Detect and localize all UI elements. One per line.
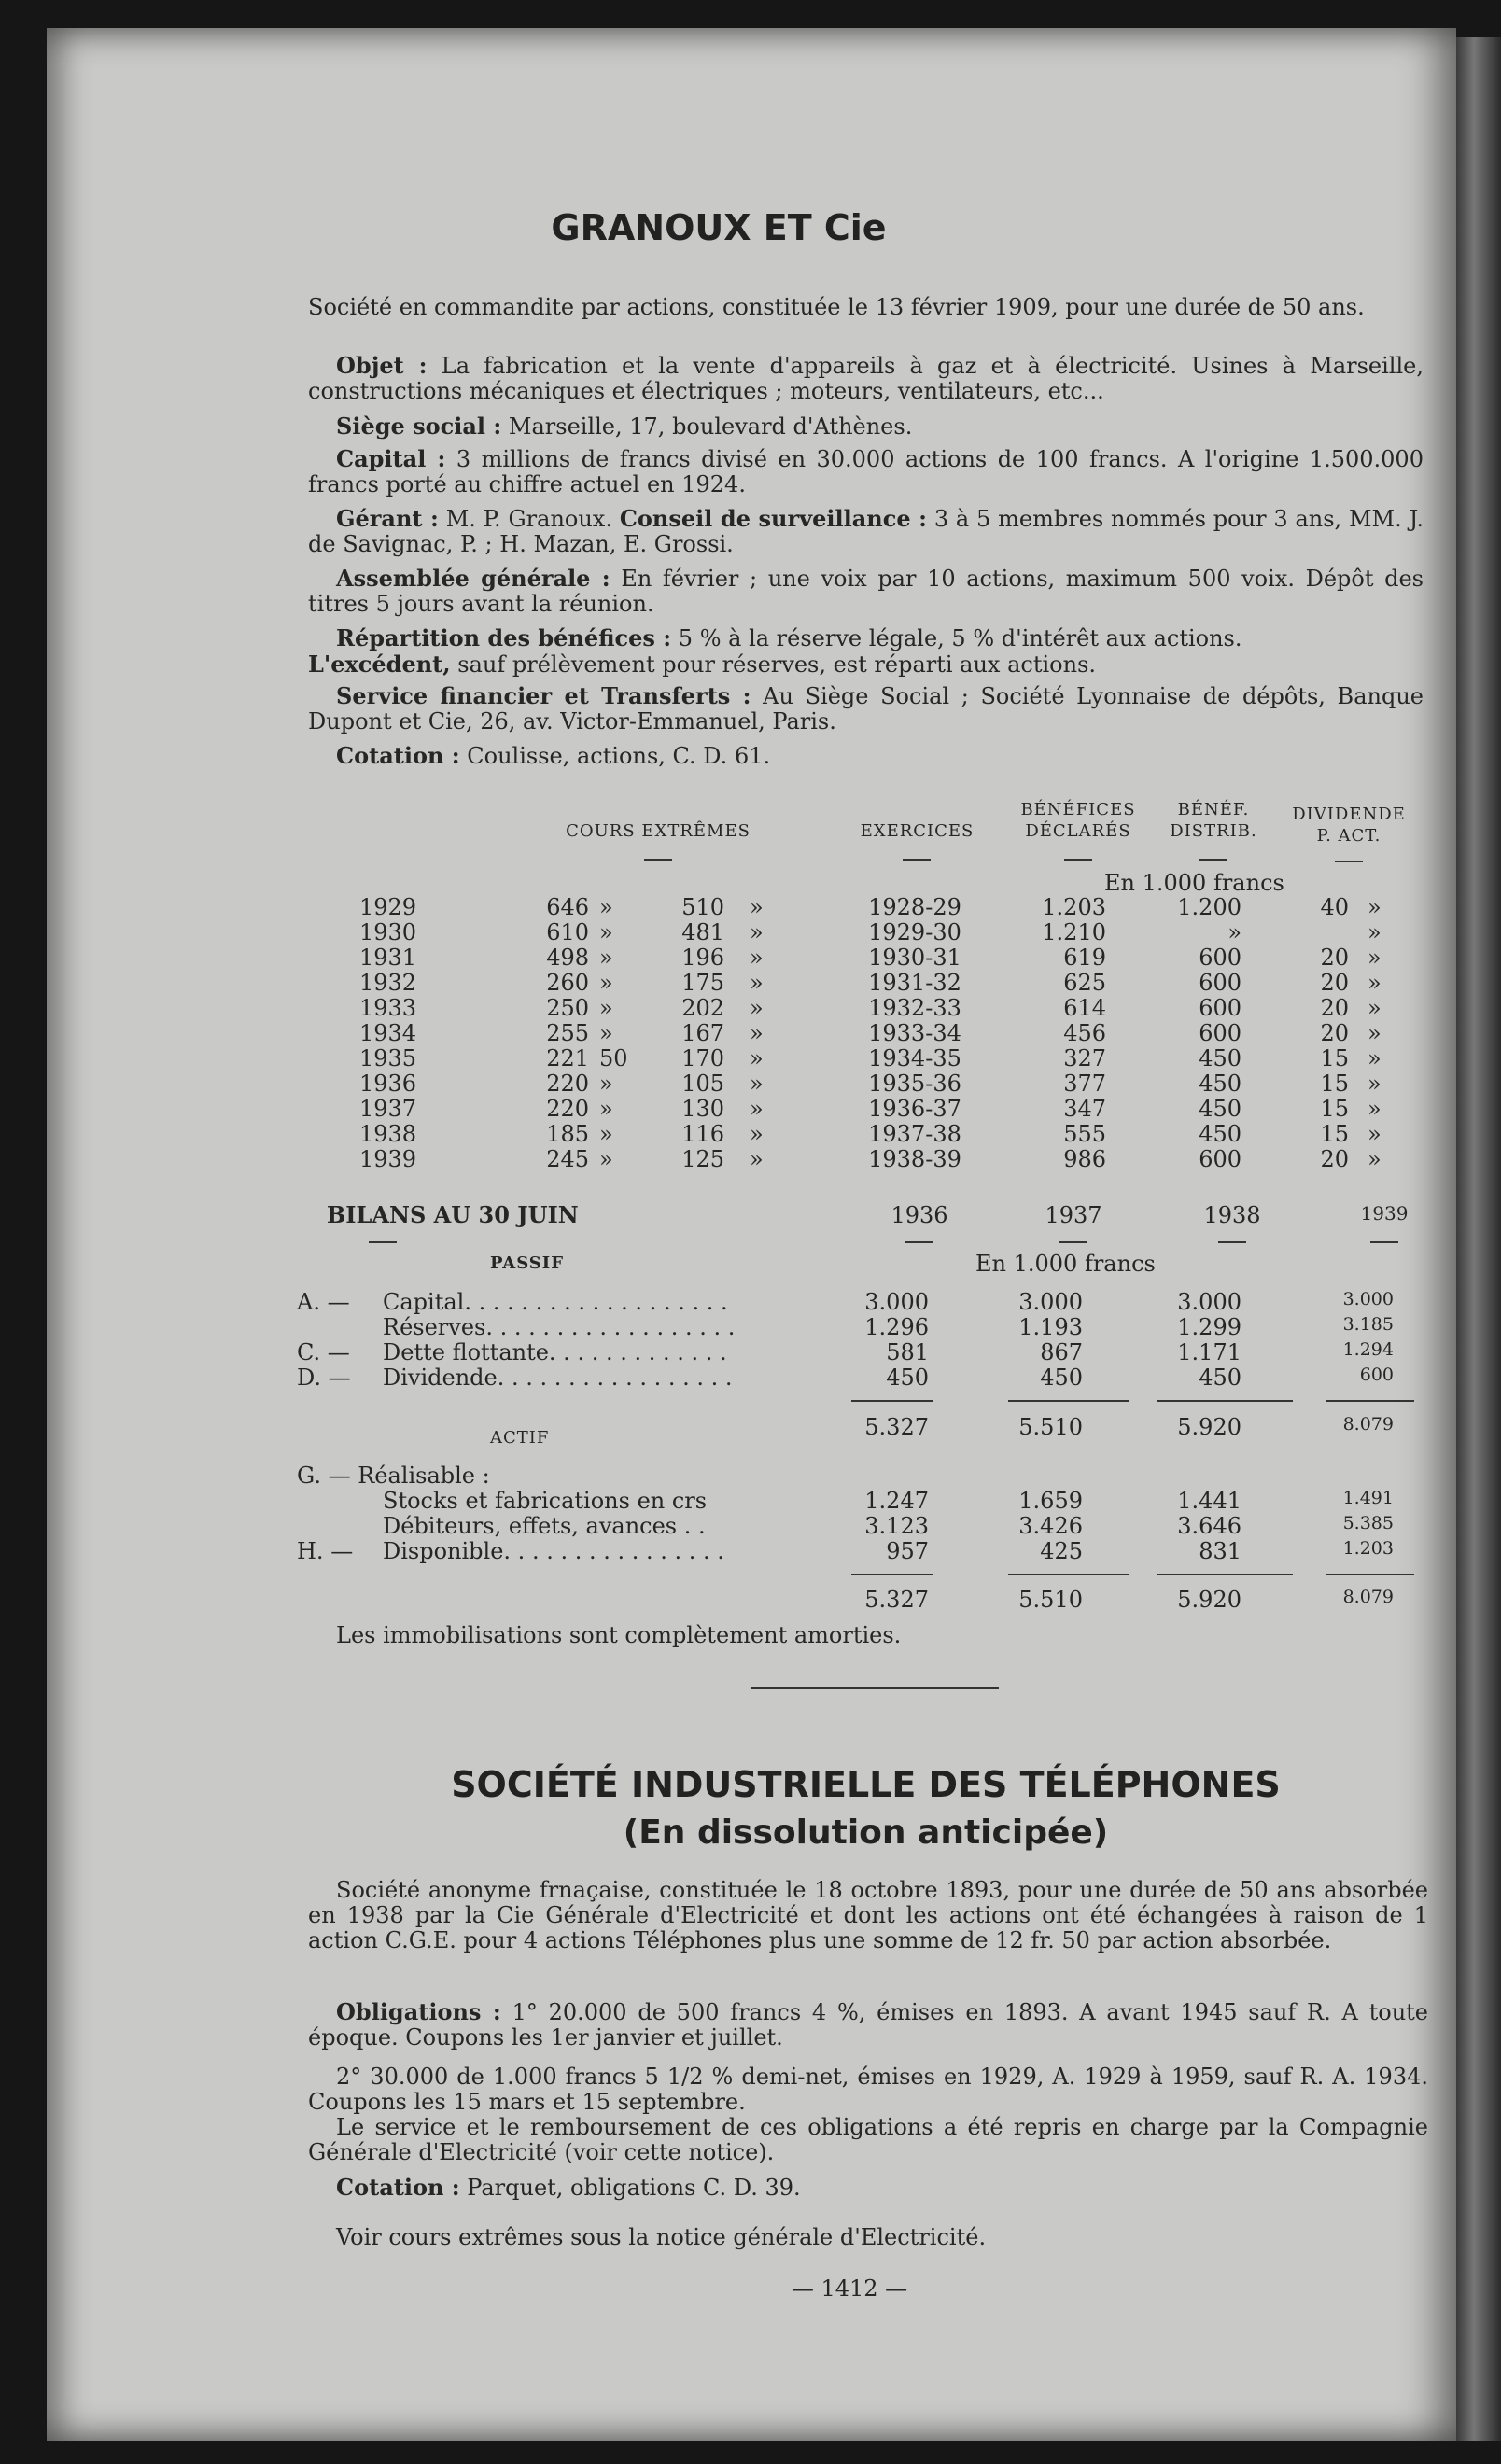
- gerant-label: Gérant :: [336, 505, 439, 532]
- row-year: 1935: [359, 1045, 417, 1071]
- row-label: Dette flottante. . . . . . . . . . . . .: [383, 1339, 727, 1365]
- telephones-intro: [308, 1878, 1428, 1953]
- cours-haut: 250: [546, 995, 589, 1021]
- assemblee-text: En février ; une voix par 10 actions, maximum 500 voix. Dépôt des titres 5 jours avant la réunion.: [308, 566, 1424, 617]
- year-dash: [1059, 1241, 1087, 1243]
- dividende: 20: [1320, 970, 1349, 996]
- cours-bas: 175: [681, 970, 724, 996]
- cours-bas: 125: [681, 1146, 724, 1172]
- year-dash: [1218, 1241, 1246, 1243]
- benefices-declares: 625: [1063, 970, 1106, 996]
- bilan-value: 3.123: [864, 1513, 929, 1539]
- actif-total: 5.510: [1018, 1587, 1083, 1613]
- cours-haut-suffix: »: [599, 995, 613, 1021]
- cours-bas: 202: [681, 995, 724, 1021]
- row-year: 1929: [359, 894, 417, 920]
- benefices-declares: 555: [1063, 1121, 1106, 1147]
- telephones-intro-text: Société anonyme frnaçaise, constituée le 18 octobre 1893, pour une durée de 50 ans absorbée en 1938 par la Cie Générale d'Electricité et dont les actions ont été échangées à raison de 1 action C.G.E. pour 4 actions Téléphones plus une somme de 12 fr. 50 par action absorbée.: [308, 1877, 1428, 1953]
- dividende-suffix: »: [1368, 1146, 1382, 1172]
- cours-haut: 498: [546, 945, 589, 971]
- bilans-note: Les immobilisations sont complètement amorties.: [336, 1622, 902, 1648]
- bilan-value: 5.385: [1342, 1513, 1394, 1533]
- obligations-text-2: 2° 30.000 de 1.000 francs 5 1/2 % demi-net, émises en 1929, A. 1929 à 1959, sauf R. A. 1934. Coupons les 15 mars et 15 septembre.: [308, 2064, 1428, 2115]
- passif-total: 8.079: [1342, 1414, 1394, 1435]
- dividende: 40: [1320, 894, 1349, 920]
- granoux-repartition: [308, 625, 1424, 678]
- bilan-value: 581: [886, 1339, 929, 1365]
- conseil-text: 3 à 5 membres nommés pour 3 ans, MM. J. de Savignac, P. ; H. Mazan, E. Grossi.: [308, 506, 1424, 557]
- bilan-value: 425: [1040, 1538, 1083, 1564]
- benefices-distribues: 450: [1199, 1096, 1241, 1122]
- cotation-text: Coulisse, actions, C. D. 61.: [467, 743, 771, 769]
- cours-haut-suffix: »: [599, 1146, 613, 1172]
- repartition-b-label: L'excédent,: [308, 651, 451, 678]
- page-number: — 1412 —: [791, 2275, 908, 2302]
- dividende-suffix: »: [1368, 1045, 1382, 1071]
- total-rule: [1157, 1574, 1293, 1575]
- cours-bas-suffix: »: [750, 1020, 764, 1046]
- total-rule: [1008, 1574, 1129, 1575]
- bilan-value: 600: [1359, 1365, 1394, 1385]
- bilan-value: 3.000: [1342, 1289, 1394, 1309]
- voir-text: Voir cours extrêmes sous la notice générale d'Electricité.: [336, 2224, 987, 2250]
- benefices-declares: 1.203: [1042, 894, 1106, 920]
- row-year: 1931: [359, 945, 417, 971]
- benefices-distribues: 600: [1199, 970, 1241, 996]
- row-year: 1932: [359, 970, 417, 996]
- siege-label: Siège social :: [336, 413, 502, 440]
- benefices-distribues: 450: [1199, 1071, 1241, 1097]
- cours-bas-suffix: »: [750, 945, 764, 971]
- cours-haut-suffix: »: [599, 1020, 613, 1046]
- row-year: 1938: [359, 1121, 417, 1147]
- bilan-value: 1.247: [864, 1488, 929, 1514]
- telephones-obligations: [308, 1999, 1428, 2051]
- exercice: 1931-32: [868, 970, 961, 996]
- bilans-units: En 1.000 francs: [975, 1251, 1156, 1277]
- total-rule: [1157, 1400, 1293, 1402]
- bilan-value: 1.193: [1018, 1314, 1083, 1340]
- header-benef-distrib: BÉNÉF.: [1177, 800, 1250, 819]
- section-separator: [751, 1687, 999, 1689]
- bilan-value: 831: [1199, 1538, 1241, 1564]
- dividende-suffix: »: [1368, 894, 1382, 920]
- benefices-declares: 619: [1063, 945, 1106, 971]
- bilan-value: 3.185: [1342, 1314, 1394, 1335]
- page-edge: [1456, 37, 1501, 2441]
- repartition-label: Répartition des bénéfices :: [336, 624, 672, 651]
- cours-haut-suffix: »: [599, 1071, 613, 1097]
- bilan-value: 1.299: [1177, 1314, 1241, 1340]
- conseil-label: Conseil de surveillance :: [619, 505, 927, 532]
- bilan-value: 1.491: [1342, 1488, 1394, 1508]
- telephones-cotation-label: Cotation :: [336, 2174, 460, 2201]
- dividende-suffix: »: [1368, 995, 1382, 1021]
- bilan-value: 3.000: [864, 1289, 929, 1315]
- header-par-action: P. ACT.: [1316, 826, 1382, 846]
- bilan-year: 1939: [1360, 1202, 1409, 1225]
- cours-haut-suffix: »: [599, 894, 613, 920]
- granoux-gerant: [308, 506, 1424, 557]
- exercice: 1936-37: [868, 1096, 961, 1122]
- telephones-voir: [308, 2225, 1424, 2250]
- dividende-suffix: »: [1368, 1121, 1382, 1147]
- dividende-suffix: »: [1368, 919, 1382, 945]
- granoux-objet: [308, 353, 1424, 404]
- row-label: Dividende. . . . . . . . . . . . . . . . .: [383, 1365, 733, 1391]
- actif-label: ACTIF: [490, 1428, 550, 1448]
- passif-total: 5.327: [864, 1414, 929, 1440]
- exercice: 1930-31: [868, 945, 961, 971]
- cours-bas: 196: [681, 945, 724, 971]
- total-rule: [851, 1574, 933, 1575]
- dividende: 15: [1320, 1045, 1349, 1071]
- cours-bas: 105: [681, 1071, 724, 1097]
- dividende-suffix: »: [1368, 1096, 1382, 1122]
- row-label: Capital. . . . . . . . . . . . . . . . . . .: [383, 1289, 728, 1315]
- telephones-service: [308, 2115, 1428, 2165]
- cours-bas: 116: [681, 1121, 724, 1147]
- cours-haut: 245: [546, 1146, 589, 1172]
- bilan-value: 450: [886, 1365, 929, 1391]
- passif-label: PASSIF: [490, 1253, 564, 1273]
- bilan-value: 1.171: [1177, 1339, 1241, 1365]
- cours-haut-suffix: 50: [599, 1045, 628, 1071]
- section-title-telephones: SOCIÉTÉ INDUSTRIELLE DES TÉLÉPHONES: [451, 1764, 1281, 1805]
- year-dash: [1370, 1241, 1398, 1243]
- exercice: 1932-33: [868, 995, 961, 1021]
- row-prefix: A. —: [297, 1289, 350, 1315]
- objet-text: La fabrication et la vente d'appareils à gaz et à électricité. Usines à Marseille, constructions mécaniques et électriques ; moteurs, ventilateurs, etc...: [308, 353, 1424, 404]
- obligations-text-1: 1° 20.000 de 500 francs 4 %, émises en 1893. A avant 1945 sauf R. A toute époque. Coupons les 1er janvier et juillet.: [308, 1999, 1428, 2051]
- benefices-distribues: 600: [1199, 945, 1241, 971]
- intro-text: Société en commandite par actions, constituée le 13 février 1909, pour une durée de 50 ans.: [308, 294, 1365, 320]
- bilan-value: 1.203: [1342, 1538, 1394, 1559]
- objet-label: Objet :: [336, 352, 428, 379]
- cours-bas-suffix: »: [750, 1045, 764, 1071]
- cours-haut: 260: [546, 970, 589, 996]
- bilan-value: 3.426: [1018, 1513, 1083, 1539]
- passif-total: 5.510: [1018, 1414, 1083, 1440]
- row-label: Débiteurs, effets, avances . .: [383, 1513, 706, 1539]
- row-label: Disponible. . . . . . . . . . . . . . . .: [383, 1538, 724, 1564]
- cours-haut-suffix: »: [599, 945, 613, 971]
- cours-bas: 130: [681, 1096, 724, 1122]
- telephones-obligations-2: [308, 2065, 1428, 2115]
- title-dash: [369, 1241, 397, 1243]
- cours-haut: 221: [546, 1045, 589, 1071]
- cours-haut: 220: [546, 1096, 589, 1122]
- cours-haut: 646: [546, 894, 589, 920]
- header-cours: COURS EXTRÊMES: [566, 821, 750, 841]
- assemblee-label: Assemblée générale :: [336, 565, 610, 592]
- actif-total: 5.920: [1177, 1587, 1241, 1613]
- total-rule: [1008, 1400, 1129, 1402]
- telephones-cotation-text: Parquet, obligations C. D. 39.: [467, 2175, 801, 2201]
- table1-units: En 1.000 francs: [1104, 870, 1284, 896]
- row-label: Stocks et fabrications en crs: [383, 1488, 708, 1514]
- total-rule: [1326, 1574, 1414, 1575]
- obligations-label: Obligations :: [336, 1998, 501, 2025]
- bilan-value: 3.000: [1177, 1289, 1241, 1315]
- bilan-value: 1.296: [864, 1314, 929, 1340]
- dividende-suffix: »: [1368, 1020, 1382, 1046]
- row-year: 1939: [359, 1146, 417, 1172]
- row-prefix: D. —: [297, 1365, 351, 1391]
- gerant-text: M. P. Granoux.: [445, 506, 612, 532]
- bilan-value: 1.294: [1342, 1339, 1394, 1360]
- benefices-distribues: 450: [1199, 1121, 1241, 1147]
- granoux-intro: [308, 295, 1424, 320]
- total-rule: [851, 1400, 933, 1402]
- dividende: 15: [1320, 1071, 1349, 1097]
- capital-text: 3 millions de francs divisé en 30.000 actions de 100 francs. A l'origine 1.500.000 francs porté au chiffre actuel en 1924.: [308, 446, 1424, 497]
- benefices-declares: 327: [1063, 1045, 1106, 1071]
- row-year: 1930: [359, 919, 417, 945]
- header-dividende: DIVIDENDE: [1292, 805, 1406, 824]
- cours-bas: 481: [681, 919, 724, 945]
- bilan-value: 450: [1199, 1365, 1241, 1391]
- dividende: 20: [1320, 995, 1349, 1021]
- cours-haut-suffix: »: [599, 919, 613, 945]
- header-distrib: DISTRIB.: [1170, 821, 1257, 841]
- bilan-value: 1.441: [1177, 1488, 1241, 1514]
- repartition-b-text: sauf prélèvement pour réserves, est réparti aux actions.: [457, 651, 1097, 678]
- cours-haut: 220: [546, 1071, 589, 1097]
- actif-total: 8.079: [1342, 1587, 1394, 1607]
- dividende-suffix: »: [1368, 970, 1382, 996]
- header-declares: DÉCLARÉS: [1025, 821, 1131, 841]
- benefices-distribues: 600: [1199, 995, 1241, 1021]
- cours-bas-suffix: »: [750, 970, 764, 996]
- granoux-siege: [308, 413, 1424, 440]
- row-year: 1936: [359, 1071, 417, 1097]
- dividende: 20: [1320, 945, 1349, 971]
- exercice: 1934-35: [868, 1045, 961, 1071]
- bilan-value: 450: [1040, 1365, 1083, 1391]
- exercice: 1938-39: [868, 1146, 961, 1172]
- bilan-value: 957: [886, 1538, 929, 1564]
- exercice: 1937-38: [868, 1121, 961, 1147]
- cours-haut-suffix: »: [599, 1096, 613, 1122]
- year-dash: [905, 1241, 933, 1243]
- cours-bas: 167: [681, 1020, 724, 1046]
- granoux-cotation: [308, 743, 1424, 769]
- benefices-declares: 614: [1063, 995, 1106, 1021]
- dividende: 20: [1320, 1020, 1349, 1046]
- bilan-value: 867: [1040, 1339, 1083, 1365]
- row-prefix: H. —: [297, 1538, 354, 1564]
- cours-haut: 185: [546, 1121, 589, 1147]
- dividende-suffix: »: [1368, 945, 1382, 971]
- benefices-declares: 456: [1063, 1020, 1106, 1046]
- exercice: 1933-34: [868, 1020, 961, 1046]
- capital-label: Capital :: [336, 445, 446, 472]
- section-subtitle-dissolution: (En dissolution anticipée): [623, 1813, 1109, 1852]
- granoux-service: [308, 683, 1424, 735]
- benefices-declares: 377: [1063, 1071, 1106, 1097]
- benefices-distribues: 450: [1199, 1045, 1241, 1071]
- siege-text: Marseille, 17, boulevard d'Athènes.: [508, 413, 913, 440]
- benefices-declares: 986: [1063, 1146, 1106, 1172]
- actif-total: 5.327: [864, 1587, 929, 1613]
- dividende: 15: [1320, 1096, 1349, 1122]
- service-label: Service financier et Transferts :: [336, 682, 751, 709]
- cours-haut: 610: [546, 919, 589, 945]
- section-title-granoux: GRANOUX ET Cie: [551, 207, 887, 248]
- bilan-value: 3.000: [1018, 1289, 1083, 1315]
- cours-bas-suffix: »: [750, 1146, 764, 1172]
- dividende: 15: [1320, 1121, 1349, 1147]
- repartition-text: 5 % à la réserve légale, 5 % d'intérêt aux actions.: [678, 625, 1242, 651]
- cours-bas: 510: [681, 894, 724, 920]
- exercice: 1929-30: [868, 919, 961, 945]
- bilan-year: 1937: [1045, 1202, 1102, 1228]
- telephones-cotation: [308, 2175, 1424, 2201]
- dividende: 20: [1320, 1146, 1349, 1172]
- cours-bas-suffix: »: [750, 995, 764, 1021]
- exercice: 1928-29: [868, 894, 961, 920]
- cours-haut-suffix: »: [599, 1121, 613, 1147]
- benefices-declares: 347: [1063, 1096, 1106, 1122]
- granoux-capital: [308, 446, 1424, 497]
- row-prefix: C. —: [297, 1339, 350, 1365]
- cours-bas-suffix: »: [750, 1121, 764, 1147]
- bilan-year: 1938: [1203, 1202, 1261, 1228]
- benefices-declares: 1.210: [1042, 919, 1106, 945]
- benefices-distribues: »: [1227, 919, 1241, 945]
- cours-bas-suffix: »: [750, 1096, 764, 1122]
- benefices-distribues: 1.200: [1177, 894, 1241, 920]
- service-text: Au Siège Social ; Société Lyonnaise de dépôts, Banque Dupont et Cie, 26, av. Victor-Emmanuel, Paris.: [308, 683, 1424, 735]
- cours-bas-suffix: »: [750, 919, 764, 945]
- bilan-value: 3.646: [1177, 1513, 1241, 1539]
- header-exercices: EXERCICES: [860, 821, 975, 841]
- benefices-distribues: 600: [1199, 1020, 1241, 1046]
- row-year: 1933: [359, 995, 417, 1021]
- row-year: 1934: [359, 1020, 417, 1046]
- granoux-assemblee: [308, 566, 1424, 617]
- cours-bas-suffix: »: [750, 1071, 764, 1097]
- cours-bas: 170: [681, 1045, 724, 1071]
- service-charge-text: Le service et le remboursement de ces obligations a été repris en charge par la Compagnie Générale d'Electricité (voir cette notice).: [308, 2114, 1428, 2165]
- bilan-value: 1.659: [1018, 1488, 1083, 1514]
- exercice: 1935-36: [868, 1071, 961, 1097]
- header-benefices: BÉNÉFICES: [1020, 800, 1136, 819]
- row-year: 1937: [359, 1096, 417, 1122]
- cours-haut: 255: [546, 1020, 589, 1046]
- dividende-suffix: »: [1368, 1071, 1382, 1097]
- passif-total: 5.920: [1177, 1414, 1241, 1440]
- realisable-label: G. — Réalisable :: [297, 1463, 490, 1489]
- cotation-label: Cotation :: [336, 742, 460, 769]
- total-rule: [1326, 1400, 1414, 1402]
- row-label: Réserves. . . . . . . . . . . . . . . . . .: [383, 1314, 736, 1340]
- cours-bas-suffix: »: [750, 894, 764, 920]
- benefices-distribues: 600: [1199, 1146, 1241, 1172]
- bilans-title: BILANS AU 30 JUIN: [327, 1201, 579, 1228]
- cours-haut-suffix: »: [599, 970, 613, 996]
- bilan-year: 1936: [891, 1202, 948, 1228]
